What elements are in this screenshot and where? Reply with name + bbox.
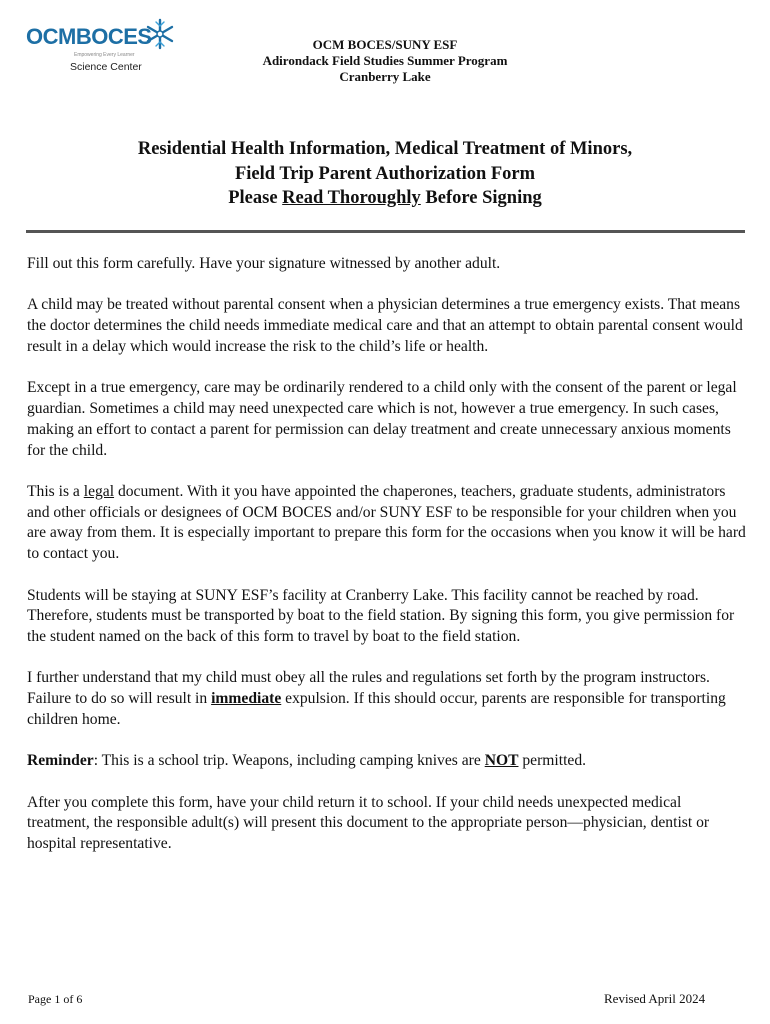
title-line-3: Please Read Thoroughly Before Signing <box>228 188 542 208</box>
snowflake-star-icon <box>144 18 176 50</box>
logo-wordmark: OCMBOCES <box>26 24 152 49</box>
paragraph-instructions: Fill out this form carefully. Have your signature witnessed by another adult. <box>27 255 501 272</box>
program-header <box>200 37 570 85</box>
legal-underlined: legal <box>83 482 115 500</box>
header-line-3: Cranberry Lake <box>339 69 431 84</box>
paragraph-rules: I further understand that my child must obey all the rules and regulations set forth by the program instructors. Failure to do so will result in immediate expulsion. If this should occur, parents are responsible for transporting children home. <box>27 669 726 729</box>
title-underlined-text: Read Thoroughly <box>282 188 421 208</box>
paragraph-legal: This is a legal document. With it you have appointed the chaperones, teachers, graduate students, administrators and other officials or designees of OCM BOCES and/or SUNY ESF to be responsible for your children when you are away from them. It is especially important to prepare this form for the occasions when you know it will be hard to contact you. <box>27 482 746 563</box>
title-line-1: Residential Health Information, Medical Treatment of Minors, <box>137 139 633 159</box>
paragraph-emergency: A child may be treated without parental consent when a physician determines a true emergency exists. That means the doctor determines the child needs immediate medical care and that an attempt to obtain parental consent would result in a delay which would increase the risk to the child’s life or health. <box>27 296 743 355</box>
ocm-boces-logo <box>26 18 186 78</box>
title-line-2: Field Trip Parent Authorization Form <box>234 163 536 184</box>
paragraph-reminder: Reminder: This is a school trip. Weapons, including camping knives are NOT permitted. <box>27 752 587 770</box>
immediate-emphasis: immediate <box>211 690 282 708</box>
page-number: Page 1 of 6 <box>28 992 83 1006</box>
logo-tagline: Empowering Every Learner <box>74 52 135 58</box>
paragraph-return-form: After you complete this form, have your child return it to school. If your child needs unexpected medical treatment, the responsible adult(s) will present this document to the appropriate person—physician, dentist or hospital representative. <box>27 793 710 853</box>
horizontal-divider <box>26 230 745 233</box>
header-line-1: OCM BOCES/SUNY ESF <box>312 37 458 52</box>
reminder-label: Reminder <box>27 752 94 770</box>
logo-subtitle: Science Center <box>70 61 142 73</box>
revision-date: Revised April 2024 <box>604 991 706 1006</box>
paragraph-boat-transport: Students will be staying at SUNY ESF’s facility at Cranberry Lake. This facility cannot be reached by road. Therefore, students must be transported by boat to the field station. By signing this form, you give permission for the student named on the back of this form to travel by boat to the field station. <box>27 586 735 646</box>
document-title <box>0 137 770 211</box>
form-body <box>27 254 747 876</box>
paragraph-consent: Except in a true emergency, care may be ordinarily rendered to a child only with the consent of the parent or legal guardian. Sometimes a child may need unexpected care which is not, however a true emergency. In such cases, making an effort to contact a parent for permission can delay treatment and create unnecessary anxious moments for the child. <box>27 379 737 459</box>
not-emphasis: NOT <box>484 752 519 770</box>
header-line-2: Adirondack Field Studies Summer Program <box>262 53 508 68</box>
